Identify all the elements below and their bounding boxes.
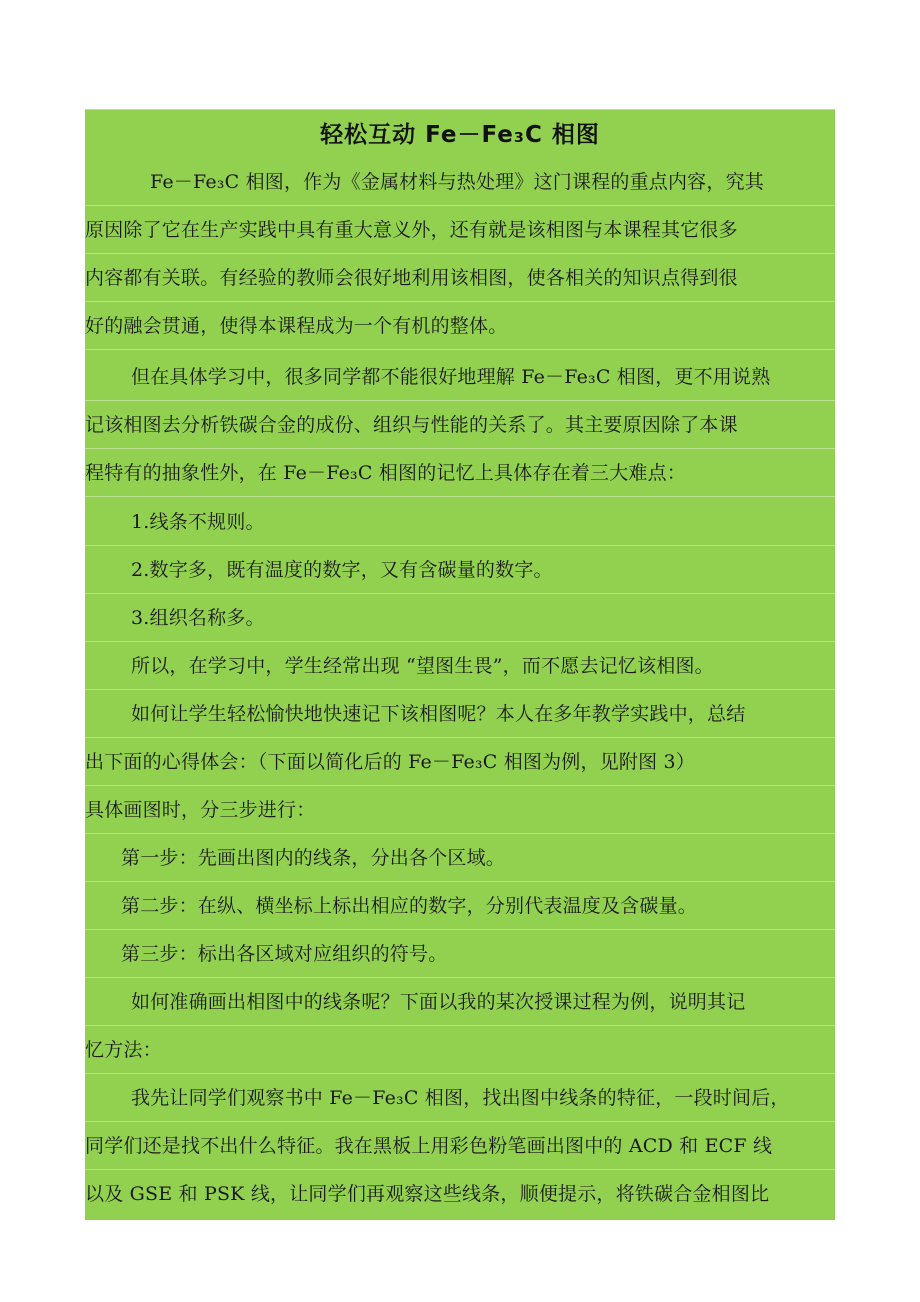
step-item: 第一步：先画出图内的线条，分出各个区域。 bbox=[85, 834, 835, 882]
text-line: 程特有的抽象性外，在 Fe－Fe₃C 相图的记忆上具体存在着三大难点： bbox=[85, 449, 835, 497]
list-item: 3.组织名称多。 bbox=[85, 594, 835, 642]
text-line: 具体画图时，分三步进行： bbox=[85, 786, 835, 834]
text-line: 同学们还是找不出什么特征。我在黑板上用彩色粉笔画出图中的 ACD 和 ECF 线 bbox=[85, 1122, 835, 1170]
text-line: Fe－Fe₃C 相图，作为《金属材料与热处理》这门课程的重点内容，究其 bbox=[85, 158, 835, 206]
text-line: 但在具体学习中，很多同学都不能很好地理解 Fe－Fe₃C 相图，更不用说熟 bbox=[85, 353, 835, 401]
text-line: 内容都有关联。有经验的教师会很好地利用该相图，使各相关的知识点得到很 bbox=[85, 254, 835, 302]
document-panel bbox=[85, 109, 835, 1220]
text-line: 如何让学生轻松愉快地快速记下该相图呢？本人在多年教学实践中，总结 bbox=[85, 690, 835, 738]
list-item: 2.数字多，既有温度的数字，又有含碳量的数字。 bbox=[85, 546, 835, 594]
step-item: 第三步：标出各区域对应组织的符号。 bbox=[85, 930, 835, 978]
text-line: 原因除了它在生产实践中具有重大意义外，还有就是该相图与本课程其它很多 bbox=[85, 206, 835, 254]
step-item: 第二步：在纵、横坐标上标出相应的数字，分别代表温度及含碳量。 bbox=[85, 882, 835, 930]
text-line: 出下面的心得体会：（下面以简化后的 Fe－Fe₃C 相图为例，见附图 3） bbox=[85, 738, 835, 786]
list-item: 1.线条不规则。 bbox=[85, 498, 835, 546]
text-line: 记该相图去分析铁碳合金的成份、组织与性能的关系了。其主要原因除了本课 bbox=[85, 401, 835, 449]
text-line: 以及 GSE 和 PSK 线，让同学们再观察这些线条，顺便提示，将铁碳合金相图比 bbox=[85, 1183, 770, 1205]
page-title: 轻松互动 Fe－Fe₃C 相图 bbox=[320, 122, 600, 148]
text-line: 如何准确画出相图中的线条呢？下面以我的某次授课过程为例，说明其记 bbox=[85, 978, 835, 1026]
text-line: 忆方法： bbox=[85, 1026, 835, 1074]
text-line: 我先让同学们观察书中 Fe－Fe₃C 相图，找出图中线条的特征，一段时间后， bbox=[85, 1074, 835, 1122]
text-line: 好的融会贯通，使得本课程成为一个有机的整体。 bbox=[85, 302, 835, 350]
text-line: 所以，在学习中，学生经常出现 “望图生畏”，而不愿去记忆该相图。 bbox=[85, 642, 835, 690]
